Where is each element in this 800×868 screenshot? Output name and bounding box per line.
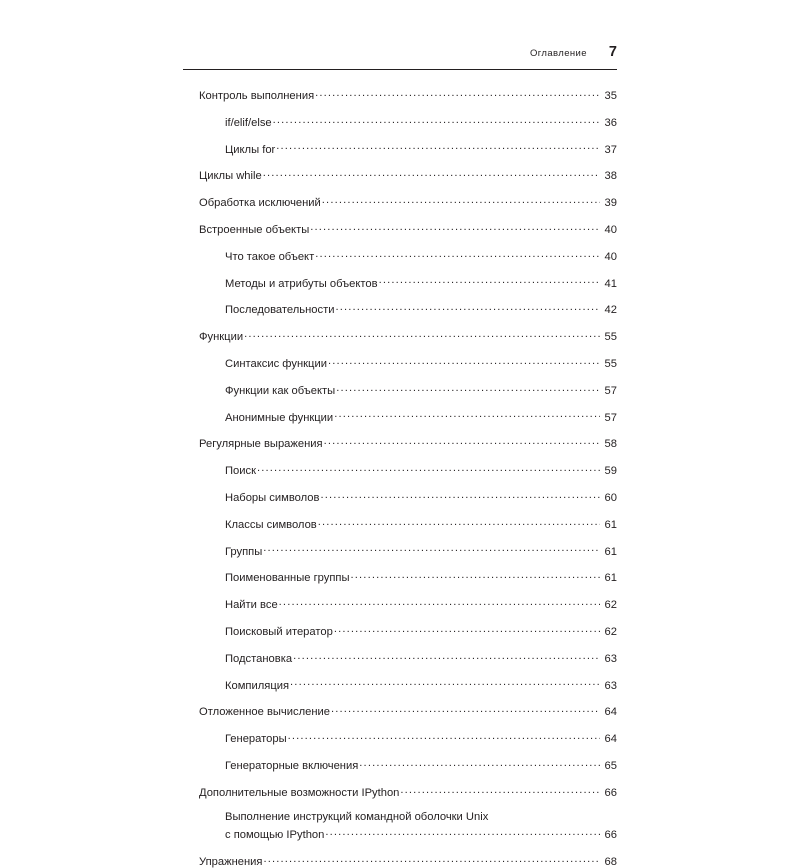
toc-leader-dots bbox=[322, 195, 600, 206]
toc-entry-page: 38 bbox=[604, 170, 617, 183]
toc-entry[interactable] bbox=[183, 758, 617, 772]
toc-entry-title: Наборы символов bbox=[225, 491, 320, 504]
toc-entry-title: Поисковый итератор bbox=[225, 625, 333, 638]
toc-entry-page: 68 bbox=[604, 856, 617, 868]
toc-entry-page: 57 bbox=[604, 384, 617, 397]
toc-entry-title: Анонимные функции bbox=[225, 411, 334, 424]
toc-entry[interactable] bbox=[183, 436, 617, 450]
toc-entry-page: 66 bbox=[604, 786, 617, 799]
toc-leader-dots bbox=[288, 731, 600, 742]
toc-entry-title: Поиск bbox=[225, 465, 257, 478]
toc-entry-page: 41 bbox=[604, 277, 617, 290]
toc-entry[interactable] bbox=[183, 570, 617, 584]
toc-leader-dots bbox=[290, 678, 600, 689]
toc-leader-dots bbox=[263, 168, 600, 179]
toc-entry-page: 64 bbox=[604, 706, 617, 719]
toc-entry-page: 62 bbox=[604, 599, 617, 612]
toc-entry[interactable] bbox=[183, 785, 617, 799]
toc-entry-title: Найти все bbox=[225, 599, 278, 612]
toc-entry-page: 62 bbox=[604, 625, 617, 638]
toc-entry[interactable] bbox=[183, 854, 617, 868]
toc-entry-page: 63 bbox=[604, 679, 617, 692]
toc-entry-page: 40 bbox=[604, 223, 617, 236]
toc-entry-title: Функции как объекты bbox=[225, 384, 336, 397]
table-of-contents bbox=[183, 88, 617, 868]
toc-entry-title: Циклы while bbox=[199, 170, 262, 183]
toc-entry-page: 61 bbox=[604, 572, 617, 585]
toc-entry-page: 57 bbox=[604, 411, 617, 424]
toc-entry-page: 59 bbox=[604, 465, 617, 478]
toc-entry[interactable] bbox=[183, 410, 617, 424]
toc-leader-dots bbox=[379, 276, 600, 287]
toc-leader-dots bbox=[325, 827, 600, 838]
toc-leader-dots bbox=[318, 517, 600, 528]
toc-entry[interactable] bbox=[183, 597, 617, 611]
toc-entry-page: 42 bbox=[604, 304, 617, 317]
toc-entry-title-continued: с помощью IPython bbox=[225, 829, 325, 842]
toc-entry-page: 63 bbox=[604, 652, 617, 665]
toc-leader-dots bbox=[351, 570, 600, 581]
toc-leader-dots bbox=[279, 597, 600, 608]
toc-entry-title-continued-line bbox=[225, 827, 617, 841]
toc-entry-page: 55 bbox=[604, 331, 617, 344]
toc-leader-dots bbox=[328, 356, 600, 367]
toc-entry[interactable] bbox=[183, 249, 617, 263]
toc-entry-title: Выполнение инструкций командной оболочки Unix bbox=[225, 810, 489, 823]
toc-entry[interactable] bbox=[183, 142, 617, 156]
toc-entry-title: Генераторы bbox=[225, 733, 287, 746]
toc-entry-title: Упражнения bbox=[199, 856, 263, 868]
toc-entry[interactable] bbox=[183, 544, 617, 558]
toc-leader-dots bbox=[257, 463, 600, 474]
toc-leader-dots bbox=[273, 115, 600, 126]
toc-entry-title: Поименованные группы bbox=[225, 572, 350, 585]
toc-leader-dots bbox=[276, 142, 600, 153]
toc-entry-page: 60 bbox=[604, 491, 617, 504]
toc-entry[interactable] bbox=[183, 490, 617, 504]
page-header bbox=[183, 44, 617, 60]
toc-entry[interactable] bbox=[183, 517, 617, 531]
toc-leader-dots bbox=[334, 410, 600, 421]
toc-entry-title: Подстановка bbox=[225, 652, 293, 665]
toc-entry-page: 39 bbox=[604, 197, 617, 210]
toc-entry-page: 61 bbox=[604, 545, 617, 558]
header-page-number: 7 bbox=[608, 44, 617, 60]
toc-entry-title: Классы символов bbox=[225, 518, 317, 531]
toc-leader-dots bbox=[293, 651, 600, 662]
toc-entry-title: Отложенное вычисление bbox=[199, 706, 330, 719]
toc-entry-page: 35 bbox=[604, 90, 617, 102]
toc-entry[interactable] bbox=[183, 678, 617, 692]
toc-leader-dots bbox=[244, 329, 600, 340]
toc-leader-dots bbox=[263, 544, 600, 555]
header-section-label: Оглавление bbox=[529, 48, 587, 59]
toc-entry-page: 65 bbox=[604, 759, 617, 772]
toc-entry[interactable] bbox=[183, 383, 617, 397]
toc-entry-title: Обработка исключений bbox=[199, 197, 321, 210]
toc-leader-dots bbox=[315, 249, 600, 260]
toc-leader-dots bbox=[336, 383, 600, 394]
toc-entry-page: 40 bbox=[604, 250, 617, 263]
toc-entry-page: 37 bbox=[604, 143, 617, 156]
toc-entry[interactable] bbox=[183, 276, 617, 290]
toc-entry-title: Генераторные включения bbox=[225, 759, 359, 772]
toc-entry[interactable] bbox=[183, 115, 617, 129]
toc-entry[interactable] bbox=[183, 195, 617, 209]
toc-entry[interactable] bbox=[183, 168, 617, 182]
toc-leader-dots bbox=[263, 854, 600, 865]
toc-entry-title: Дополнительные возможности IPython bbox=[199, 786, 400, 799]
toc-entry-title: Группы bbox=[225, 545, 263, 558]
toc-entry-title: Методы и атрибуты объектов bbox=[225, 277, 378, 290]
toc-entry[interactable] bbox=[183, 329, 617, 343]
toc-entry-page: 58 bbox=[604, 438, 617, 451]
toc-leader-dots bbox=[324, 436, 600, 447]
header-divider bbox=[183, 69, 617, 70]
toc-entry-title: Что такое объект bbox=[225, 250, 315, 263]
toc-leader-dots bbox=[359, 758, 600, 769]
toc-entry[interactable] bbox=[183, 812, 617, 842]
toc-entry-title: Функции bbox=[199, 331, 244, 344]
toc-entry-title: Последовательности bbox=[225, 304, 335, 317]
toc-entry[interactable] bbox=[183, 624, 617, 638]
toc-entry-title: Циклы for bbox=[225, 143, 276, 156]
toc-leader-dots bbox=[400, 785, 600, 796]
toc-leader-dots bbox=[310, 222, 600, 233]
toc-entry-title: if/elif/else bbox=[225, 116, 272, 129]
toc-entry-title: Компиляция bbox=[225, 679, 290, 692]
toc-entry[interactable] bbox=[183, 302, 617, 316]
toc-entry[interactable] bbox=[183, 463, 617, 477]
toc-leader-dots bbox=[331, 704, 600, 715]
toc-entry-page: 64 bbox=[604, 733, 617, 746]
toc-leader-dots bbox=[315, 88, 600, 99]
toc-entry[interactable] bbox=[183, 222, 617, 236]
toc-leader-dots bbox=[335, 302, 600, 313]
toc-leader-dots bbox=[334, 624, 600, 635]
toc-entry[interactable] bbox=[183, 356, 617, 370]
toc-entry-title: Регулярные выражения bbox=[199, 438, 323, 451]
toc-entry[interactable] bbox=[183, 731, 617, 745]
toc-entry[interactable] bbox=[183, 704, 617, 718]
toc-entry[interactable] bbox=[183, 88, 617, 102]
toc-entry-page: 55 bbox=[604, 357, 617, 370]
toc-entry-page: 61 bbox=[604, 518, 617, 531]
toc-entry-page: 66 bbox=[604, 829, 617, 842]
toc-entry-title: Встроенные объекты bbox=[199, 223, 310, 236]
toc-entry-title: Контроль выполнения bbox=[199, 90, 315, 102]
toc-entry-title: Синтаксис функции bbox=[225, 357, 327, 370]
toc-entry[interactable] bbox=[183, 651, 617, 665]
toc-entry-page: 36 bbox=[604, 116, 617, 129]
toc-leader-dots bbox=[320, 490, 600, 501]
